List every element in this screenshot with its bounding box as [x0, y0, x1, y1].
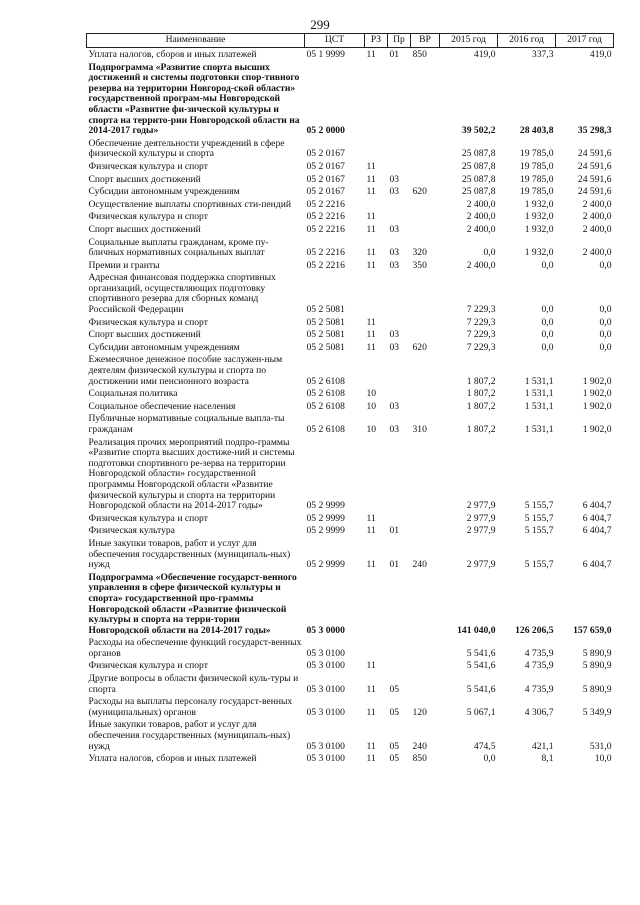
row-value-2016: 0,0: [541, 341, 554, 353]
row-vr: [411, 137, 440, 160]
row-vr: 350: [412, 259, 427, 271]
row-pr: 01: [389, 49, 400, 60]
row-name: Социальная политика: [88, 388, 178, 400]
row-pr: 03: [389, 247, 400, 259]
row-name: Физическая культура и спорт: [88, 211, 208, 223]
row-value-2016: 0,0: [541, 304, 554, 316]
row-rz: 11: [366, 173, 376, 185]
row-vr: [411, 223, 440, 236]
table-row: [87, 173, 614, 186]
row-vr: 850: [412, 49, 427, 60]
row-cst: 05 2 6108: [306, 375, 345, 387]
row-cst: 05 2 2216: [306, 198, 345, 210]
row-cst: 05 2 0167: [306, 160, 345, 172]
row-value-2016: 5 155,7: [524, 559, 554, 571]
row-cst: 05 2 6108: [306, 388, 345, 400]
row-vr: 850: [412, 753, 427, 765]
row-value-2016: 4 735,9: [524, 683, 554, 695]
row-name: Расходы на обеспечение функций государст-венных органов: [88, 637, 302, 659]
row-cst: 05 2 6108: [306, 400, 345, 412]
row-name: Уплата налогов, сборов и иных платежей: [88, 49, 257, 60]
row-vr: [411, 672, 440, 695]
row-value-2017: 24 591,6: [577, 148, 612, 160]
row-pr: [388, 636, 411, 659]
row-name: Расходы на выплаты персоналу государст-венных (муниципальных) органов: [88, 696, 293, 718]
row-value-2017: 6 404,7: [582, 559, 612, 571]
row-value-2015: 1 807,2: [466, 400, 496, 412]
row-value-2017: 35 298,3: [577, 125, 612, 137]
row-value-2015: 7 229,3: [466, 341, 496, 353]
table-row: [87, 353, 614, 387]
row-pr: [388, 198, 411, 211]
table-row: [87, 198, 614, 211]
row-value-2017: 1 902,0: [582, 424, 612, 435]
row-value-2017: 5 890,9: [582, 647, 612, 659]
row-vr: [411, 400, 440, 413]
row-value-2017: 2 400,0: [582, 223, 612, 235]
row-name: Адресная финансовая поддержка спортивных организаций, осуществляющих подготовку спортивного резерва для сборных команд Российской Федерации: [88, 272, 276, 316]
row-cst: 05 2 2216: [306, 223, 345, 235]
row-rz: 11: [366, 49, 376, 60]
row-name: Субсидии автономным учреждениям: [88, 341, 240, 353]
row-value-2017: 419,0: [589, 49, 612, 60]
row-value-2017: 0,0: [599, 304, 612, 316]
row-pr: 05: [389, 740, 400, 752]
row-name: Субсидии автономным учреждениям: [88, 186, 240, 198]
row-pr: 01: [389, 525, 400, 537]
row-vr: [411, 316, 440, 329]
row-pr: 03: [389, 173, 400, 185]
row-value-2016: 19 785,0: [519, 173, 554, 185]
row-value-2015: 141 040,0: [457, 624, 496, 636]
row-value-2015: 474,5: [473, 740, 496, 752]
row-value-2015: 1 807,2: [466, 375, 496, 387]
row-value-2016: 421,1: [531, 740, 554, 752]
row-pr: 03: [389, 400, 400, 412]
row-vr: 310: [412, 424, 427, 435]
row-rz: 11: [366, 211, 376, 223]
row-vr: [411, 436, 440, 512]
row-value-2015: 7 229,3: [466, 316, 496, 328]
row-rz: 11: [366, 660, 376, 672]
row-value-2016: 8,1: [541, 753, 554, 765]
row-rz: [365, 137, 388, 160]
row-rz: 11: [366, 186, 376, 198]
row-cst: 05 2 6108: [306, 424, 345, 435]
row-value-2017: 5 890,9: [582, 683, 612, 695]
table-row: [87, 387, 614, 400]
table-row: [87, 259, 614, 272]
row-value-2015: 1 807,2: [466, 388, 496, 400]
row-vr: [411, 636, 440, 659]
row-value-2016: 0,0: [541, 316, 554, 328]
row-vr: [411, 387, 440, 400]
budget-table: [86, 33, 614, 765]
row-name: Спорт высших достижений: [88, 173, 201, 185]
row-vr: 620: [412, 341, 427, 353]
row-pr: 05: [389, 683, 400, 695]
row-value-2017: 6 404,7: [582, 512, 612, 524]
row-rz: [365, 61, 388, 137]
row-value-2017: 24 591,6: [577, 186, 612, 198]
row-value-2015: 25 087,8: [461, 173, 496, 185]
row-pr: [388, 571, 411, 637]
column-header-vr: ВР: [411, 34, 440, 48]
row-pr: 03: [389, 424, 400, 435]
row-name: Осуществление выплаты спортивных сти-пендий: [88, 198, 291, 210]
table-row: [87, 672, 614, 695]
row-cst: 05 2 0167: [306, 148, 345, 160]
row-vr: [411, 353, 440, 387]
row-name: Подпрограмма «Развитие спорта высших достижений и системы подготовки спор-тивного резерва на территории Новгород-ской области» государственной програм-мы Новгородской области «Развитие фи-зической культуры и спорта на террито-рии Новгородской области на 2014-2017 годы»: [88, 61, 300, 137]
table-header-row: [87, 34, 614, 48]
row-cst: 05 2 9999: [306, 559, 345, 571]
row-rz: 11: [366, 512, 376, 524]
row-pr: [388, 387, 411, 400]
table-row: [87, 210, 614, 223]
table-row: [87, 223, 614, 236]
row-cst: 05 2 2216: [306, 247, 345, 259]
row-value-2016: 5 155,7: [524, 512, 554, 524]
row-pr: 03: [389, 329, 400, 341]
row-cst: 05 2 9999: [306, 512, 345, 524]
row-value-2016: 126 206,5: [515, 624, 554, 636]
row-pr: [388, 512, 411, 525]
row-pr: [388, 210, 411, 223]
row-value-2015: 2 977,9: [466, 500, 496, 512]
row-value-2016: 4 735,9: [524, 660, 554, 672]
row-value-2015: 5 541,6: [466, 660, 496, 672]
row-value-2016: 1 531,1: [524, 388, 554, 400]
row-pr: 03: [389, 259, 400, 271]
row-pr: [388, 659, 411, 672]
row-value-2017: 24 591,6: [577, 173, 612, 185]
row-value-2015: 7 229,3: [466, 304, 496, 316]
page-number: 299: [310, 17, 330, 32]
table-row: [87, 160, 614, 173]
row-vr: 240: [412, 740, 427, 752]
row-vr: [411, 160, 440, 173]
row-value-2016: 0,0: [541, 329, 554, 341]
row-name: Обеспечение деятельности учреждений в сфере физической культуры и спорта: [88, 137, 285, 160]
row-pr: 03: [389, 341, 400, 353]
row-vr: 240: [412, 559, 427, 571]
row-rz: 11: [366, 753, 376, 765]
table-row: [87, 271, 614, 315]
row-value-2016: 19 785,0: [519, 160, 554, 172]
table-row: [87, 512, 614, 525]
row-value-2017: 0,0: [599, 259, 612, 271]
row-vr: [411, 524, 440, 537]
row-name: Уплата налогов, сборов и иных платежей: [88, 753, 257, 765]
row-value-2016: 1 531,1: [524, 375, 554, 387]
row-vr: [411, 198, 440, 211]
table-row: [87, 695, 614, 718]
row-value-2016: 19 785,0: [519, 148, 554, 160]
row-value-2017: 157 659,0: [573, 624, 612, 636]
row-rz: [365, 353, 388, 387]
row-name: Физическая культура: [88, 525, 175, 537]
row-pr: [388, 353, 411, 387]
row-value-2016: 19 785,0: [519, 186, 554, 198]
row-value-2015: 2 977,9: [466, 559, 496, 571]
row-value-2015: 5 541,6: [466, 647, 496, 659]
row-cst: 05 2 5081: [306, 316, 345, 328]
row-pr: 03: [389, 223, 400, 235]
column-header-pr: Пр: [388, 34, 411, 48]
row-name: Подпрограмма «Обеспечение государст-венного управления в сфере физической культуры и спорта» государственной про-граммы Новгородской области «Развитие физической культуры и спорта на терри-тории Новгородской области на 2014-2017 годы»: [88, 571, 297, 636]
row-rz: 11: [366, 223, 376, 235]
row-value-2017: 1 902,0: [582, 400, 612, 412]
row-vr: [411, 512, 440, 525]
row-rz: 10: [366, 388, 377, 400]
row-rz: 11: [366, 259, 376, 271]
row-name: Физическая культура и спорт: [88, 512, 208, 524]
row-value-2016: 1 531,1: [524, 400, 554, 412]
row-value-2015: 2 400,0: [466, 198, 496, 210]
row-value-2015: 2 977,9: [466, 512, 496, 524]
row-name: Спорт высших достижений: [88, 223, 201, 235]
row-rz: 11: [366, 329, 376, 341]
row-value-2015: 5 067,1: [466, 706, 496, 718]
table-row: [87, 236, 614, 259]
table-row: [87, 341, 614, 354]
row-cst: 05 3 0100: [306, 753, 345, 765]
row-cst: 05 2 9999: [306, 525, 345, 537]
row-value-2016: 1 932,0: [524, 223, 554, 235]
row-value-2016: 4 306,7: [524, 706, 554, 718]
row-cst: 05 2 5081: [306, 304, 345, 316]
row-value-2017: 5 349,9: [582, 706, 612, 718]
table-row: [87, 137, 614, 160]
table-row: [87, 659, 614, 672]
row-value-2016: 1 531,1: [524, 424, 554, 435]
row-value-2017: 2 400,0: [582, 211, 612, 223]
row-cst: 05 2 0167: [306, 173, 345, 185]
row-value-2016: 5 155,7: [524, 500, 554, 512]
row-value-2015: 2 977,9: [466, 525, 496, 537]
row-rz: [365, 271, 388, 315]
row-value-2016: 28 403,8: [519, 125, 554, 137]
column-header-2015: 2015 год: [440, 34, 498, 48]
row-value-2015: 0,0: [483, 247, 496, 259]
row-rz: 11: [366, 559, 376, 571]
row-vr: [411, 328, 440, 341]
row-pr: 01: [389, 559, 400, 571]
row-cst: 05 3 0100: [306, 706, 345, 718]
row-cst: 05 3 0100: [306, 683, 345, 695]
row-rz: 10: [366, 424, 377, 435]
table-row: [87, 752, 614, 765]
row-value-2016: 4 735,9: [524, 647, 554, 659]
row-cst: 05 2 5081: [306, 329, 345, 341]
row-pr: [388, 137, 411, 160]
row-rz: 11: [366, 525, 376, 537]
row-rz: 11: [366, 247, 376, 259]
row-pr: [388, 271, 411, 315]
row-pr: 03: [389, 186, 400, 198]
row-value-2017: 2 400,0: [582, 247, 612, 259]
row-value-2015: 0,0: [483, 753, 496, 765]
table-row: [87, 436, 614, 512]
row-pr: [388, 316, 411, 329]
row-value-2017: 0,0: [599, 341, 612, 353]
row-value-2017: 1 902,0: [582, 388, 612, 400]
row-cst: 05 1 9999: [306, 49, 345, 60]
row-vr: [411, 173, 440, 186]
column-header-rz: РЗ: [365, 34, 388, 48]
row-name: Социальные выплаты гражданам, кроме пу-бличных нормативных социальных выплат: [88, 236, 269, 259]
row-name: Другие вопросы в области физической куль-туры и спорта: [88, 673, 299, 695]
table-row: [87, 718, 614, 752]
table-row: [87, 524, 614, 537]
row-rz: [365, 636, 388, 659]
table-row: [87, 328, 614, 341]
row-rz: [365, 571, 388, 637]
row-value-2015: 1 807,2: [466, 424, 496, 435]
row-rz: [365, 436, 388, 512]
row-vr: 320: [412, 247, 427, 259]
table-row: [87, 316, 614, 329]
row-vr: [411, 61, 440, 137]
row-value-2015: 25 087,8: [461, 186, 496, 198]
row-vr: [411, 271, 440, 315]
table-row: [87, 537, 614, 571]
table-body: [87, 48, 614, 765]
row-name: Физическая культура и спорт: [88, 316, 208, 328]
column-header-2017: 2017 год: [556, 34, 614, 48]
row-value-2015: 25 087,8: [461, 160, 496, 172]
row-value-2016: 1 932,0: [524, 247, 554, 259]
row-name: Премии и гранты: [88, 259, 160, 271]
row-name: Иные закупки товаров, работ и услуг для обеспечения государственных (муниципаль-ных) нужд: [88, 537, 291, 571]
row-name: Социальное обеспечение населения: [88, 400, 236, 412]
row-cst: 05 3 0100: [306, 647, 345, 659]
row-name: Публичные нормативные социальные выпла-ты гражданам: [88, 413, 285, 435]
column-header-name: Наименование: [87, 34, 305, 48]
row-cst: 05 3 0100: [306, 660, 345, 672]
row-value-2015: 419,0: [473, 49, 496, 60]
row-value-2017: 6 404,7: [582, 525, 612, 537]
row-vr: [411, 659, 440, 672]
row-value-2017: 531,0: [589, 740, 612, 752]
row-cst: 05 2 5081: [306, 341, 345, 353]
table-row: [87, 400, 614, 413]
row-pr: [388, 61, 411, 137]
row-cst: 05 2 9999: [306, 500, 345, 512]
row-value-2015: 5 541,6: [466, 683, 496, 695]
row-pr: 05: [389, 753, 400, 765]
row-vr: [411, 571, 440, 637]
row-rz: 11: [366, 316, 376, 328]
row-vr: [411, 210, 440, 223]
row-cst: 05 3 0100: [306, 740, 345, 752]
table-row: [87, 636, 614, 659]
row-value-2017: 10,0: [594, 753, 612, 765]
row-name: Иные закупки товаров, работ и услуг для обеспечения государственных (муниципаль-ных) нужд: [88, 719, 291, 752]
row-value-2017: 1 902,0: [582, 375, 612, 387]
row-rz: 11: [366, 740, 376, 752]
row-value-2017: 2 400,0: [582, 198, 612, 210]
row-value-2016: 0,0: [541, 259, 554, 271]
row-value-2015: 39 502,2: [461, 125, 496, 137]
row-rz: 11: [366, 341, 376, 353]
row-rz: 10: [366, 400, 377, 412]
row-vr: 120: [412, 706, 427, 718]
row-pr: 05: [389, 706, 400, 718]
row-value-2017: 5 890,9: [582, 660, 612, 672]
row-cst: 05 3 0000: [306, 624, 345, 636]
row-value-2015: 2 400,0: [466, 211, 496, 223]
row-vr: 620: [412, 186, 427, 198]
row-value-2017: 6 404,7: [582, 500, 612, 512]
row-value-2016: 337,3: [531, 49, 554, 60]
row-rz: 11: [366, 160, 376, 172]
row-rz: 11: [366, 683, 376, 695]
row-name: Ежемесячное денежное пособие заслужен-ным деятелям физической культуры и спорта по достижении ими пенсионного возраста: [88, 354, 283, 387]
row-cst: 05 2 0167: [306, 186, 345, 198]
row-cst: 05 2 2216: [306, 259, 345, 271]
table-row: [87, 571, 614, 637]
row-name: Физическая культура и спорт: [88, 160, 208, 172]
row-value-2015: 7 229,3: [466, 329, 496, 341]
row-pr: [388, 160, 411, 173]
row-value-2017: 0,0: [599, 316, 612, 328]
row-value-2015: 25 087,8: [461, 148, 496, 160]
row-name: Спорт высших достижений: [88, 329, 201, 341]
table-row: [87, 185, 614, 198]
row-value-2016: 1 932,0: [524, 211, 554, 223]
row-cst: 05 2 0000: [306, 125, 345, 137]
row-value-2015: 2 400,0: [466, 223, 496, 235]
table-row: [87, 412, 614, 435]
column-header-cst: ЦСТ: [305, 34, 365, 48]
row-name: Реализация прочих мероприятий подпро-граммы «Развитие спорта высших достиже-ний и системы подготовки спортивного ре-зерва на территории Новгородской области» государственной программы Новгородской области «Развитие физической культуры и спорта на территории Новгородской области на 2014-2017 годы»: [88, 436, 295, 512]
row-value-2017: 24 591,6: [577, 160, 612, 172]
row-value-2015: 2 400,0: [466, 259, 496, 271]
column-header-2016: 2016 год: [498, 34, 556, 48]
table-row: [87, 61, 614, 137]
row-rz: 11: [366, 706, 376, 718]
table-row: [87, 48, 614, 61]
row-name: Физическая культура и спорт: [88, 660, 208, 672]
row-cst: 05 2 2216: [306, 211, 345, 223]
row-rz: [365, 198, 388, 211]
row-value-2016: 5 155,7: [524, 525, 554, 537]
row-value-2016: 1 932,0: [524, 198, 554, 210]
row-pr: [388, 436, 411, 512]
row-value-2017: 0,0: [599, 329, 612, 341]
